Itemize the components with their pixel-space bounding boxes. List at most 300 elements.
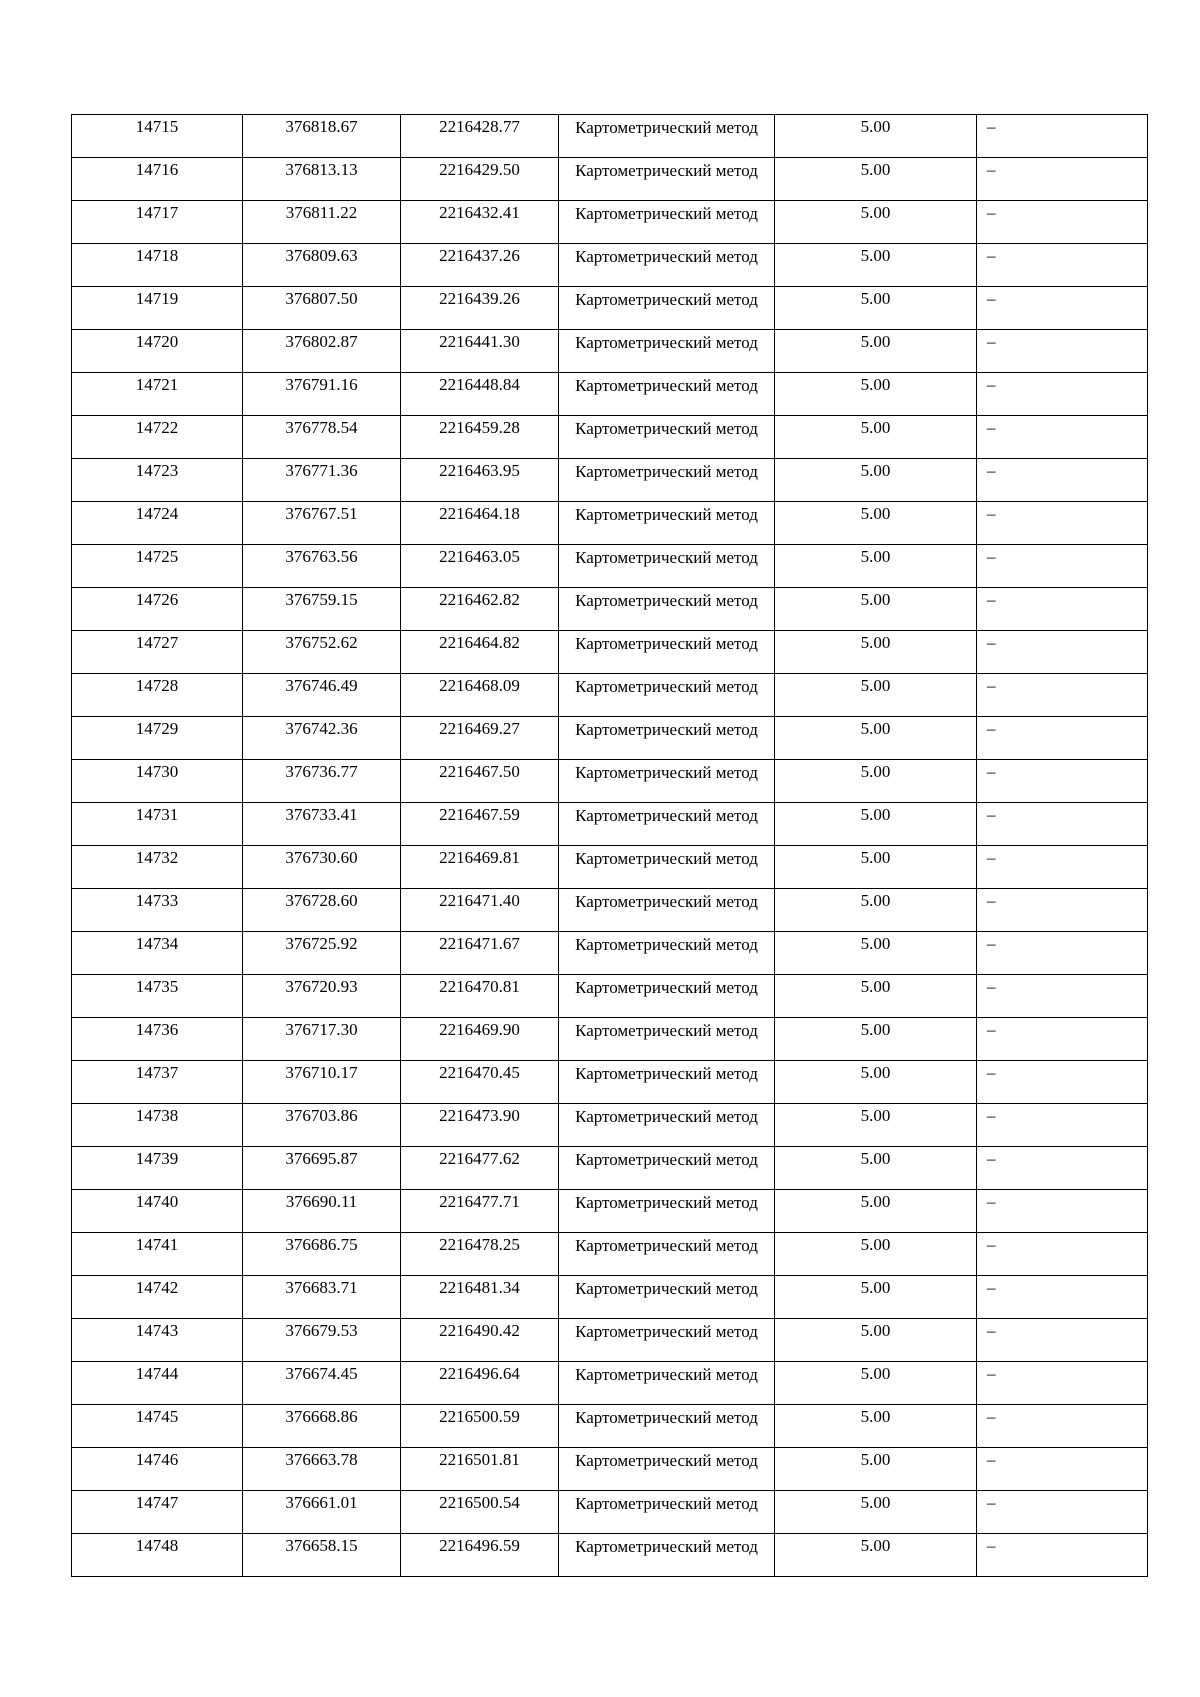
table-row [72, 1319, 1148, 1362]
note-cell-text: – [987, 246, 996, 265]
accuracy-cell-text: 5.00 [860, 1450, 891, 1469]
x-coordinate-cell [243, 1147, 401, 1190]
accuracy-cell-text: 5.00 [860, 203, 891, 222]
y-coordinate-cell-text: 2216469.90 [439, 1020, 520, 1039]
x-coordinate-cell-text: 376690.11 [285, 1192, 358, 1211]
method-cell-text: Картометрический метод [575, 1236, 758, 1255]
point-number-cell [72, 1147, 243, 1190]
method-cell [559, 1018, 775, 1061]
accuracy-cell-text: 5.00 [860, 934, 891, 953]
note-cell-text: – [987, 504, 996, 523]
point-number-cell-text: 14736 [135, 1020, 179, 1039]
point-number-cell [72, 502, 243, 545]
accuracy-cell [775, 459, 977, 502]
method-cell [559, 588, 775, 631]
x-coordinate-cell-text: 376658.15 [285, 1536, 358, 1555]
note-cell [977, 1276, 1148, 1319]
accuracy-cell-text: 5.00 [860, 848, 891, 867]
y-coordinate-cell [401, 1018, 559, 1061]
method-cell [559, 287, 775, 330]
method-cell-text: Картометрический метод [575, 333, 758, 352]
point-number-cell-text: 14717 [135, 203, 179, 222]
note-cell-text: – [987, 160, 996, 179]
method-cell-text: Картометрический метод [575, 677, 758, 696]
x-coordinate-cell-text: 376802.87 [285, 332, 358, 351]
y-coordinate-cell [401, 588, 559, 631]
table-row [72, 1018, 1148, 1061]
note-cell [977, 459, 1148, 502]
accuracy-cell-text: 5.00 [860, 977, 891, 996]
x-coordinate-cell-text: 376818.67 [285, 117, 358, 136]
point-number-cell [72, 416, 243, 459]
y-coordinate-cell-text: 2216471.67 [439, 934, 520, 953]
note-cell-text: – [987, 1407, 996, 1426]
method-cell-text: Картометрический метод [575, 1322, 758, 1341]
x-coordinate-cell-text: 376736.77 [285, 762, 358, 781]
y-coordinate-cell-text: 2216467.50 [439, 762, 520, 781]
note-cell [977, 846, 1148, 889]
accuracy-cell-text: 5.00 [860, 1364, 891, 1383]
accuracy-cell-text: 5.00 [860, 1149, 891, 1168]
x-coordinate-cell-text: 376813.13 [285, 160, 358, 179]
method-cell-text: Картометрический метод [575, 462, 758, 481]
method-cell-text: Картометрический метод [575, 849, 758, 868]
note-cell-text: – [987, 719, 996, 738]
x-coordinate-cell [243, 1061, 401, 1104]
x-coordinate-cell [243, 975, 401, 1018]
y-coordinate-cell-text: 2216464.82 [439, 633, 520, 652]
note-cell [977, 889, 1148, 932]
y-coordinate-cell [401, 459, 559, 502]
method-cell-text: Картометрический метод [575, 935, 758, 954]
point-number-cell [72, 975, 243, 1018]
point-number-cell [72, 631, 243, 674]
y-coordinate-cell [401, 760, 559, 803]
accuracy-cell [775, 588, 977, 631]
x-coordinate-cell [243, 631, 401, 674]
x-coordinate-cell [243, 760, 401, 803]
x-coordinate-cell-text: 376733.41 [285, 805, 358, 824]
x-coordinate-cell [243, 1319, 401, 1362]
y-coordinate-cell-text: 2216468.09 [439, 676, 520, 695]
method-cell-text: Картометрический метод [575, 892, 758, 911]
x-coordinate-cell [243, 158, 401, 201]
point-number-cell [72, 1190, 243, 1233]
note-cell [977, 244, 1148, 287]
method-cell [559, 1276, 775, 1319]
point-number-cell-text: 14724 [135, 504, 179, 523]
method-cell [559, 1491, 775, 1534]
table-row [72, 201, 1148, 244]
note-cell-text: – [987, 633, 996, 652]
x-coordinate-cell-text: 376710.17 [285, 1063, 358, 1082]
method-cell [559, 717, 775, 760]
accuracy-cell [775, 330, 977, 373]
accuracy-cell [775, 1534, 977, 1577]
accuracy-cell-text: 5.00 [860, 805, 891, 824]
point-number-cell [72, 158, 243, 201]
table-row [72, 717, 1148, 760]
note-cell [977, 588, 1148, 631]
y-coordinate-cell [401, 975, 559, 1018]
table-row [72, 588, 1148, 631]
note-cell [977, 717, 1148, 760]
note-cell-text: – [987, 461, 996, 480]
y-coordinate-cell-text: 2216439.26 [439, 289, 520, 308]
method-cell [559, 803, 775, 846]
note-cell [977, 932, 1148, 975]
x-coordinate-cell [243, 373, 401, 416]
point-number-cell-text: 14725 [135, 547, 179, 566]
y-coordinate-cell [401, 373, 559, 416]
table-row [72, 115, 1148, 158]
accuracy-cell [775, 1362, 977, 1405]
y-coordinate-cell-text: 2216428.77 [439, 117, 520, 136]
coordinates-table [71, 114, 1148, 1577]
accuracy-cell [775, 846, 977, 889]
table-row [72, 1147, 1148, 1190]
method-cell-text: Картометрический метод [575, 1408, 758, 1427]
point-number-cell [72, 459, 243, 502]
point-number-cell [72, 889, 243, 932]
x-coordinate-cell-text: 376752.62 [285, 633, 358, 652]
y-coordinate-cell-text: 2216432.41 [439, 203, 520, 222]
method-cell [559, 631, 775, 674]
accuracy-cell-text: 5.00 [860, 160, 891, 179]
method-cell [559, 1190, 775, 1233]
point-number-cell [72, 803, 243, 846]
note-cell-text: – [987, 375, 996, 394]
y-coordinate-cell [401, 717, 559, 760]
note-cell-text: – [987, 289, 996, 308]
x-coordinate-cell [243, 932, 401, 975]
x-coordinate-cell [243, 201, 401, 244]
note-cell [977, 1448, 1148, 1491]
method-cell [559, 373, 775, 416]
point-number-cell [72, 373, 243, 416]
y-coordinate-cell-text: 2216500.54 [439, 1493, 520, 1512]
note-cell [977, 803, 1148, 846]
note-cell [977, 201, 1148, 244]
x-coordinate-cell-text: 376686.75 [285, 1235, 358, 1254]
y-coordinate-cell [401, 158, 559, 201]
point-number-cell-text: 14748 [135, 1536, 179, 1555]
method-cell [559, 115, 775, 158]
method-cell [559, 760, 775, 803]
note-cell [977, 1319, 1148, 1362]
point-number-cell [72, 545, 243, 588]
x-coordinate-cell [243, 717, 401, 760]
x-coordinate-cell-text: 376807.50 [285, 289, 358, 308]
x-coordinate-cell-text: 376759.15 [285, 590, 358, 609]
y-coordinate-cell [401, 201, 559, 244]
point-number-cell [72, 932, 243, 975]
accuracy-cell [775, 1233, 977, 1276]
point-number-cell [72, 115, 243, 158]
accuracy-cell [775, 1061, 977, 1104]
y-coordinate-cell [401, 1147, 559, 1190]
y-coordinate-cell [401, 1448, 559, 1491]
table-row [72, 889, 1148, 932]
x-coordinate-cell-text: 376668.86 [285, 1407, 358, 1426]
accuracy-cell [775, 1104, 977, 1147]
note-cell [977, 1061, 1148, 1104]
point-number-cell [72, 760, 243, 803]
note-cell-text: – [987, 1536, 996, 1555]
method-cell-text: Картометрический метод [575, 1064, 758, 1083]
x-coordinate-cell-text: 376683.71 [285, 1278, 358, 1297]
note-cell [977, 1534, 1148, 1577]
accuracy-cell [775, 1190, 977, 1233]
x-coordinate-cell [243, 287, 401, 330]
accuracy-cell [775, 1448, 977, 1491]
y-coordinate-cell-text: 2216496.59 [439, 1536, 520, 1555]
y-coordinate-cell-text: 2216477.71 [439, 1192, 520, 1211]
x-coordinate-cell [243, 1276, 401, 1319]
note-cell-text: – [987, 1450, 996, 1469]
method-cell [559, 1147, 775, 1190]
x-coordinate-cell-text: 376720.93 [285, 977, 358, 996]
y-coordinate-cell [401, 545, 559, 588]
table-row [72, 1534, 1148, 1577]
table-row [72, 459, 1148, 502]
point-number-cell-text: 14743 [135, 1321, 179, 1340]
x-coordinate-cell-text: 376661.01 [285, 1493, 358, 1512]
note-cell-text: – [987, 203, 996, 222]
point-number-cell [72, 244, 243, 287]
method-cell [559, 932, 775, 975]
accuracy-cell-text: 5.00 [860, 762, 891, 781]
accuracy-cell-text: 5.00 [860, 461, 891, 480]
point-number-cell-text: 14729 [135, 719, 179, 738]
method-cell-text: Картометрический метод [575, 978, 758, 997]
table-row [72, 674, 1148, 717]
x-coordinate-cell [243, 1104, 401, 1147]
note-cell-text: – [987, 1106, 996, 1125]
table-row [72, 975, 1148, 1018]
point-number-cell-text: 14739 [135, 1149, 179, 1168]
point-number-cell-text: 14740 [135, 1192, 179, 1211]
point-number-cell [72, 1276, 243, 1319]
method-cell [559, 244, 775, 287]
y-coordinate-cell [401, 674, 559, 717]
method-cell [559, 158, 775, 201]
point-number-cell-text: 14722 [135, 418, 179, 437]
note-cell [977, 1362, 1148, 1405]
method-cell-text: Картометрический метод [575, 204, 758, 223]
y-coordinate-cell-text: 2216490.42 [439, 1321, 520, 1340]
accuracy-cell-text: 5.00 [860, 719, 891, 738]
point-number-cell-text: 14726 [135, 590, 179, 609]
note-cell-text: – [987, 1278, 996, 1297]
note-cell-text: – [987, 805, 996, 824]
point-number-cell [72, 1362, 243, 1405]
point-number-cell [72, 1104, 243, 1147]
note-cell-text: – [987, 1321, 996, 1340]
accuracy-cell [775, 1405, 977, 1448]
method-cell-text: Картометрический метод [575, 591, 758, 610]
y-coordinate-cell [401, 1276, 559, 1319]
point-number-cell-text: 14745 [135, 1407, 179, 1426]
point-number-cell-text: 14728 [135, 676, 179, 695]
y-coordinate-cell [401, 330, 559, 373]
note-cell [977, 1104, 1148, 1147]
method-cell-text: Картометрический метод [575, 1494, 758, 1513]
x-coordinate-cell-text: 376703.86 [285, 1106, 358, 1125]
y-coordinate-cell [401, 287, 559, 330]
method-cell-text: Картометрический метод [575, 720, 758, 739]
accuracy-cell-text: 5.00 [860, 1407, 891, 1426]
accuracy-cell-text: 5.00 [860, 375, 891, 394]
table-row [72, 1104, 1148, 1147]
accuracy-cell [775, 201, 977, 244]
y-coordinate-cell-text: 2216429.50 [439, 160, 520, 179]
x-coordinate-cell-text: 376679.53 [285, 1321, 358, 1340]
point-number-cell-text: 14741 [135, 1235, 179, 1254]
method-cell [559, 502, 775, 545]
note-cell [977, 502, 1148, 545]
note-cell-text: – [987, 1235, 996, 1254]
table-row [72, 1276, 1148, 1319]
point-number-cell-text: 14715 [135, 117, 179, 136]
point-number-cell-text: 14742 [135, 1278, 179, 1297]
point-number-cell-text: 14730 [135, 762, 179, 781]
table-row [72, 287, 1148, 330]
point-number-cell [72, 1448, 243, 1491]
method-cell-text: Картометрический метод [575, 548, 758, 567]
method-cell-text: Картометрический метод [575, 290, 758, 309]
table-row [72, 330, 1148, 373]
accuracy-cell-text: 5.00 [860, 117, 891, 136]
accuracy-cell [775, 760, 977, 803]
accuracy-cell [775, 287, 977, 330]
accuracy-cell-text: 5.00 [860, 1278, 891, 1297]
table-row [72, 631, 1148, 674]
x-coordinate-cell-text: 376763.56 [285, 547, 358, 566]
method-cell [559, 330, 775, 373]
accuracy-cell [775, 545, 977, 588]
method-cell-text: Картометрический метод [575, 247, 758, 266]
y-coordinate-cell-text: 2216481.34 [439, 1278, 520, 1297]
x-coordinate-cell [243, 889, 401, 932]
note-cell [977, 545, 1148, 588]
point-number-cell [72, 588, 243, 631]
accuracy-cell [775, 803, 977, 846]
note-cell-text: – [987, 762, 996, 781]
note-cell [977, 115, 1148, 158]
accuracy-cell-text: 5.00 [860, 246, 891, 265]
x-coordinate-cell-text: 376725.92 [285, 934, 358, 953]
method-cell-text: Картометрический метод [575, 161, 758, 180]
accuracy-cell-text: 5.00 [860, 590, 891, 609]
y-coordinate-cell [401, 1104, 559, 1147]
x-coordinate-cell [243, 416, 401, 459]
x-coordinate-cell-text: 376730.60 [285, 848, 358, 867]
accuracy-cell [775, 1276, 977, 1319]
x-coordinate-cell-text: 376791.16 [285, 375, 358, 394]
y-coordinate-cell-text: 2216467.59 [439, 805, 520, 824]
note-cell-text: – [987, 1192, 996, 1211]
method-cell-text: Картометрический метод [575, 634, 758, 653]
method-cell-text: Картометрический метод [575, 763, 758, 782]
point-number-cell-text: 14720 [135, 332, 179, 351]
method-cell [559, 674, 775, 717]
x-coordinate-cell-text: 376746.49 [285, 676, 358, 695]
point-number-cell [72, 1319, 243, 1362]
y-coordinate-cell-text: 2216469.81 [439, 848, 520, 867]
note-cell [977, 1491, 1148, 1534]
accuracy-cell-text: 5.00 [860, 1063, 891, 1082]
y-coordinate-cell [401, 1190, 559, 1233]
table-row [72, 803, 1148, 846]
point-number-cell [72, 1018, 243, 1061]
accuracy-cell-text: 5.00 [860, 1321, 891, 1340]
y-coordinate-cell-text: 2216469.27 [439, 719, 520, 738]
note-cell-text: – [987, 547, 996, 566]
point-number-cell-text: 14746 [135, 1450, 179, 1469]
point-number-cell-text: 14737 [135, 1063, 179, 1082]
point-number-cell-text: 14744 [135, 1364, 179, 1383]
accuracy-cell [775, 674, 977, 717]
accuracy-cell-text: 5.00 [860, 1106, 891, 1125]
method-cell [559, 1061, 775, 1104]
note-cell-text: – [987, 117, 996, 136]
x-coordinate-cell [243, 1405, 401, 1448]
point-number-cell-text: 14721 [135, 375, 179, 394]
point-number-cell-text: 14738 [135, 1106, 179, 1125]
note-cell [977, 1190, 1148, 1233]
x-coordinate-cell-text: 376771.36 [285, 461, 358, 480]
method-cell-text: Картометрический метод [575, 1451, 758, 1470]
method-cell-text: Картометрический метод [575, 1107, 758, 1126]
note-cell-text: – [987, 1493, 996, 1512]
method-cell-text: Картометрический метод [575, 118, 758, 137]
accuracy-cell-text: 5.00 [860, 1235, 891, 1254]
x-coordinate-cell [243, 1534, 401, 1577]
method-cell-text: Картометрический метод [575, 806, 758, 825]
table-row [72, 1190, 1148, 1233]
accuracy-cell [775, 1147, 977, 1190]
x-coordinate-cell [243, 459, 401, 502]
method-cell [559, 1534, 775, 1577]
accuracy-cell-text: 5.00 [860, 1536, 891, 1555]
y-coordinate-cell-text: 2216496.64 [439, 1364, 520, 1383]
table-row [72, 502, 1148, 545]
note-cell-text: – [987, 1149, 996, 1168]
accuracy-cell [775, 502, 977, 545]
accuracy-cell [775, 373, 977, 416]
y-coordinate-cell-text: 2216470.81 [439, 977, 520, 996]
point-number-cell [72, 674, 243, 717]
note-cell-text: – [987, 676, 996, 695]
y-coordinate-cell [401, 803, 559, 846]
note-cell [977, 975, 1148, 1018]
point-number-cell-text: 14727 [135, 633, 179, 652]
note-cell-text: – [987, 332, 996, 351]
y-coordinate-cell [401, 1534, 559, 1577]
y-coordinate-cell-text: 2216463.05 [439, 547, 520, 566]
point-number-cell [72, 1405, 243, 1448]
y-coordinate-cell-text: 2216462.82 [439, 590, 520, 609]
x-coordinate-cell-text: 376767.51 [285, 504, 358, 523]
note-cell [977, 416, 1148, 459]
table-row [72, 932, 1148, 975]
x-coordinate-cell [243, 330, 401, 373]
x-coordinate-cell-text: 376778.54 [285, 418, 358, 437]
method-cell [559, 975, 775, 1018]
note-cell-text: – [987, 934, 996, 953]
x-coordinate-cell [243, 803, 401, 846]
